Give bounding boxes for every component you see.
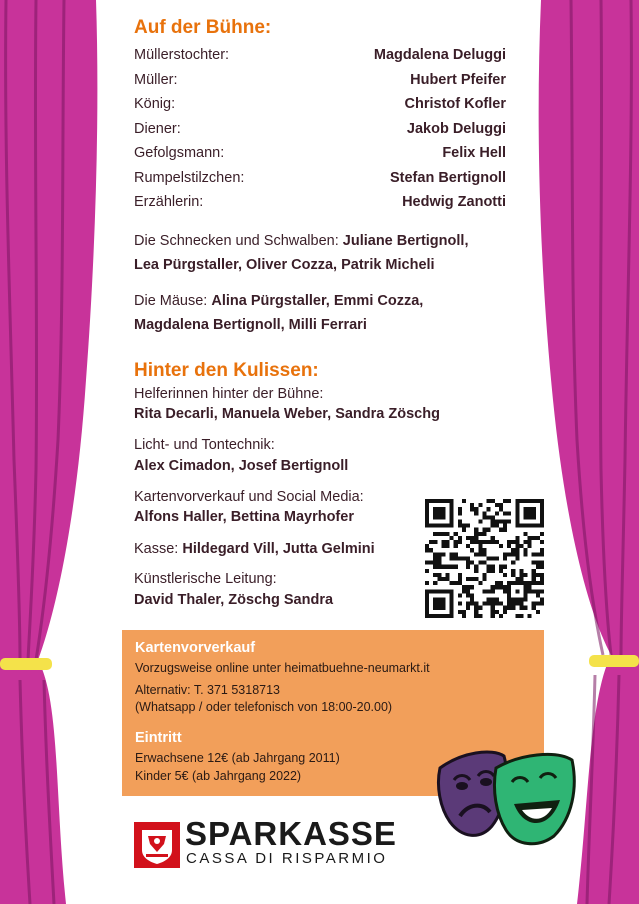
cast-role: Müller: (134, 72, 178, 88)
cast-row (134, 68, 506, 92)
cast-row (134, 92, 506, 116)
cast-role: Müllerstochter: (134, 47, 230, 63)
tickets-line: Alternativ: T. 371 5318713 (135, 683, 281, 697)
cast-role: Erzählerin: (134, 194, 204, 210)
tickets-line: (Whatsapp / oder telefonisch von 18:00-20.00) (135, 700, 393, 714)
cast-role: Diener: (134, 121, 181, 137)
sparkasse-logo-icon (134, 822, 180, 868)
entry-line: Erwachsene 12€ (ab Jahrgang 2011) (135, 751, 340, 765)
entry-line: Kinder 5€ (ab Jahrgang 2022) (135, 769, 302, 783)
crew-cash (134, 539, 375, 559)
crew-names: Alex Cimadon, Josef Bertignoll (134, 458, 349, 474)
cast-name: Hedwig Zanotti (402, 194, 506, 210)
cast-name: Felix Hell (442, 145, 506, 161)
cast-role: Gefolgsmann: (134, 145, 225, 161)
group-mice (134, 289, 514, 337)
crew-label: Licht- und Tontechnik: (134, 437, 275, 453)
crew-names: Alfons Haller, Bettina Mayrhofer (134, 509, 354, 525)
cast-row (134, 117, 506, 141)
crew-names: David Thaler, Zöschg Sandra (134, 592, 334, 608)
cast-name: Stefan Bertignoll (389, 170, 506, 186)
cast-row (134, 141, 506, 165)
theater-masks-icon (432, 738, 582, 850)
entry-title: Eintritt (135, 730, 182, 746)
curtain-left (0, 0, 110, 904)
cast-name: Magdalena Deluggi (373, 47, 506, 63)
group-snails-swallows (134, 229, 514, 277)
group-label: Die Schnecken und Schwalben: (134, 233, 339, 249)
cast-name: Christof Kofler (404, 96, 506, 112)
tickets-title: Kartenvorverkauf (135, 640, 256, 656)
group-names: Alina Pürgstaller, Emmi Cozza, (211, 293, 424, 309)
sponsor-name: SPARKASSE (185, 815, 397, 852)
cast-role: König: (134, 96, 176, 112)
group-names: Lea Pürgstaller, Oliver Cozza, Patrik Micheli (134, 257, 435, 273)
tickets-line: Vorzugsweise online unter heimatbuehne-neumarkt.it (135, 661, 430, 675)
crew-label: Kasse: (134, 541, 179, 557)
cast-role: Rumpelstilzchen: (134, 170, 245, 186)
cast-row (134, 166, 506, 190)
group-names: Juliane Bertignoll, (342, 233, 469, 249)
sponsor-subtitle: CASSA DI RISPARMIO (186, 850, 388, 867)
cast-name: Hubert Pfeifer (410, 72, 506, 88)
crew-names: Hildegard Vill, Jutta Gelmini (182, 541, 375, 557)
cast-row (134, 43, 506, 67)
cast-row (134, 190, 506, 214)
crew-label: Künstlerische Leitung: (134, 571, 277, 587)
crew-label: Kartenvorverkauf und Social Media: (134, 489, 364, 505)
crew-label: Helferinnen hinter der Bühne: (134, 386, 324, 402)
crew-names: Rita Decarli, Manuela Weber, Sandra Zöschg (134, 406, 440, 422)
group-label: Die Mäuse: (134, 293, 208, 309)
stage-heading: Auf der Bühne: (134, 17, 272, 38)
group-names: Magdalena Bertignoll, Milli Ferrari (134, 317, 367, 333)
backstage-heading: Hinter den Kulissen: (134, 360, 319, 381)
cast-name: Jakob Deluggi (406, 121, 506, 137)
qr-code-icon[interactable] (425, 499, 544, 618)
